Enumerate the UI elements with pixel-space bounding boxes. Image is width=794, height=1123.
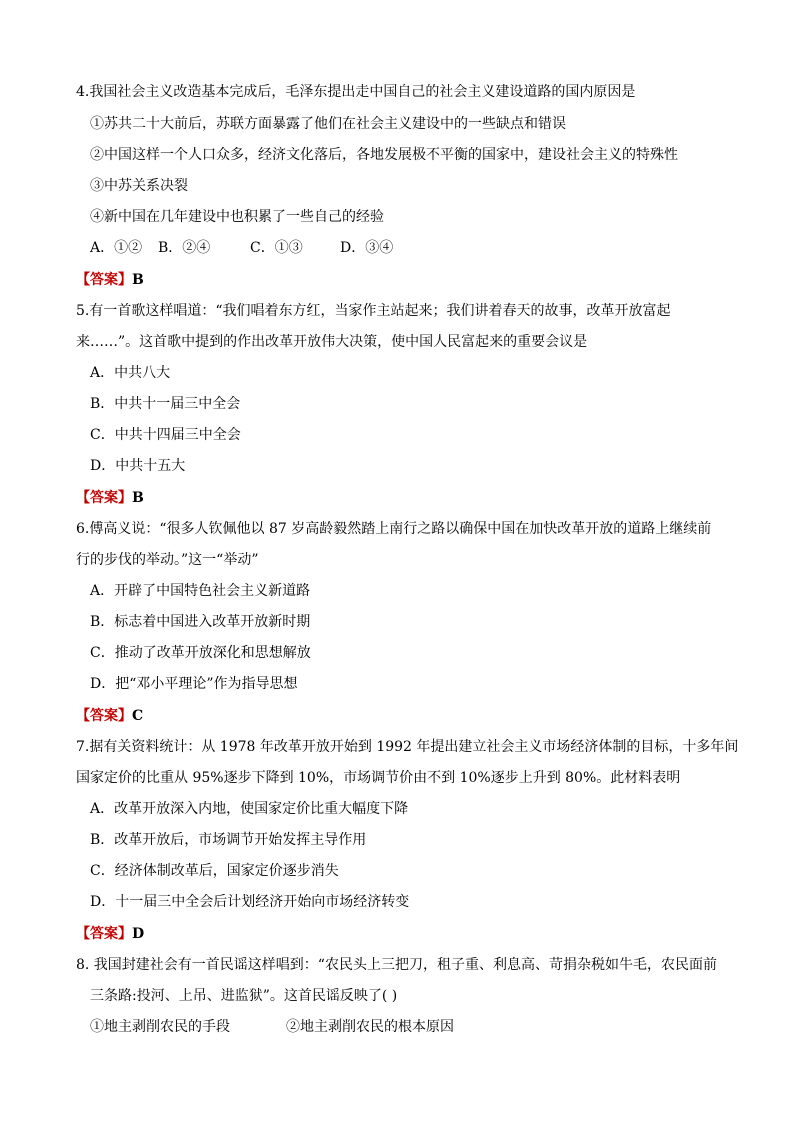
question-8-stem-line-1: 8. 我国封建社会有一首民谣这样唱到：“农民头上三把刀，租子重、利息高、苛捐杂税如牛毛，农民面前: [76, 957, 717, 973]
question-6-option-b: B．标志着中国进入改革开放新时期: [90, 614, 311, 630]
answer-value: B: [132, 490, 144, 506]
question-6-stem-line-1: 6.傅高义说：“很多人钦佩他以 87 岁高龄毅然踏上南行之路以确保中国在加快改革开放的道路上继续前: [76, 521, 712, 537]
answer-value: D: [132, 926, 145, 942]
question-4-option-a: A．①②: [90, 240, 143, 256]
question-7-option-d: D．十一届三中全会后计划经济开始向市场经济转变: [90, 894, 410, 910]
question-4-option-c: C．①③: [250, 240, 303, 256]
answer-label: 【答案】: [76, 272, 132, 288]
question-5-stem-line-1: 5.有一首歌这样唱道：“我们唱着东方红，当家作主站起来；我们讲着春天的故事，改革开放富起: [76, 303, 671, 319]
question-4-item-4: ④新中国在几年建设中也积累了一些自己的经验: [90, 209, 384, 225]
answer-value: C: [132, 708, 144, 724]
question-8-item-1: ①地主剥削农民的手段: [90, 1019, 230, 1035]
question-7-option-a: A．改革开放深入内地，使国家定价比重大幅度下降: [90, 801, 409, 817]
question-5-option-d: D．中共十五大: [90, 458, 186, 474]
question-5-stem-line-2: 来……”。这首歌中提到的作出改革开放伟大决策，使中国人民富起来的重要会议是: [76, 334, 588, 350]
answer-label: 【答案】: [76, 708, 132, 724]
question-7-option-b: B．改革开放后，市场调节开始发挥主导作用: [90, 832, 367, 848]
answer-label: 【答案】: [76, 926, 132, 942]
question-7-answer: [76, 924, 144, 944]
question-8-stem-line-2: 三条路:投河、上吊、进监狱”。这首民谣反映了( ): [90, 988, 398, 1004]
question-6-option-a: A．开辟了中国特色社会主义新道路: [90, 583, 311, 599]
question-8-item-2: ②地主剥削农民的根本原因: [286, 1019, 454, 1035]
answer-value: B: [132, 272, 144, 288]
question-4-item-2: ②中国这样一个人口众多，经济文化落后，各地发展极不平衡的国家中，建设社会主义的特殊性: [90, 147, 678, 163]
question-5-option-b: B．中共十一届三中全会: [90, 396, 241, 412]
question-4-stem: 4.我国社会主义改造基本完成后，毛泽东提出走中国自己的社会主义建设道路的国内原因是: [76, 84, 636, 100]
question-4-option-d: D．③④: [340, 240, 394, 256]
question-7-stem-line-2: 国家定价的比重从 95%逐步下降到 10%，市场调节价由不到 10%逐步上升到 80%。此材料表明: [76, 770, 681, 786]
question-5-option-a: A．中共八大: [90, 365, 171, 381]
question-6-answer: [76, 706, 143, 726]
question-7-stem-line-1: 7.据有关资料统计：从 1978 年改革开放开始到 1992 年提出建立社会主义市场经济体制的目标，十多年间: [76, 739, 739, 755]
question-6-stem-line-2: 行的步伐的举动。”这一“举动”: [76, 552, 259, 568]
question-5-answer: [76, 488, 144, 508]
question-7-option-c: C．经济体制改革后，国家定价逐步消失: [90, 863, 339, 879]
question-5-option-c: C．中共十四届三中全会: [90, 427, 241, 443]
question-6-option-d: D．把“邓小平理论”作为指导思想: [90, 676, 298, 692]
answer-label: 【答案】: [76, 490, 132, 506]
question-4-item-3: ③中苏关系决裂: [90, 178, 188, 194]
question-4-answer: [76, 270, 144, 290]
question-4-item-1: ①苏共二十大前后，苏联方面暴露了他们在社会主义建设中的一些缺点和错误: [90, 116, 566, 132]
question-4-option-b: B．②④: [158, 240, 211, 256]
question-6-option-c: C．推动了改革开放深化和思想解放: [90, 645, 311, 661]
